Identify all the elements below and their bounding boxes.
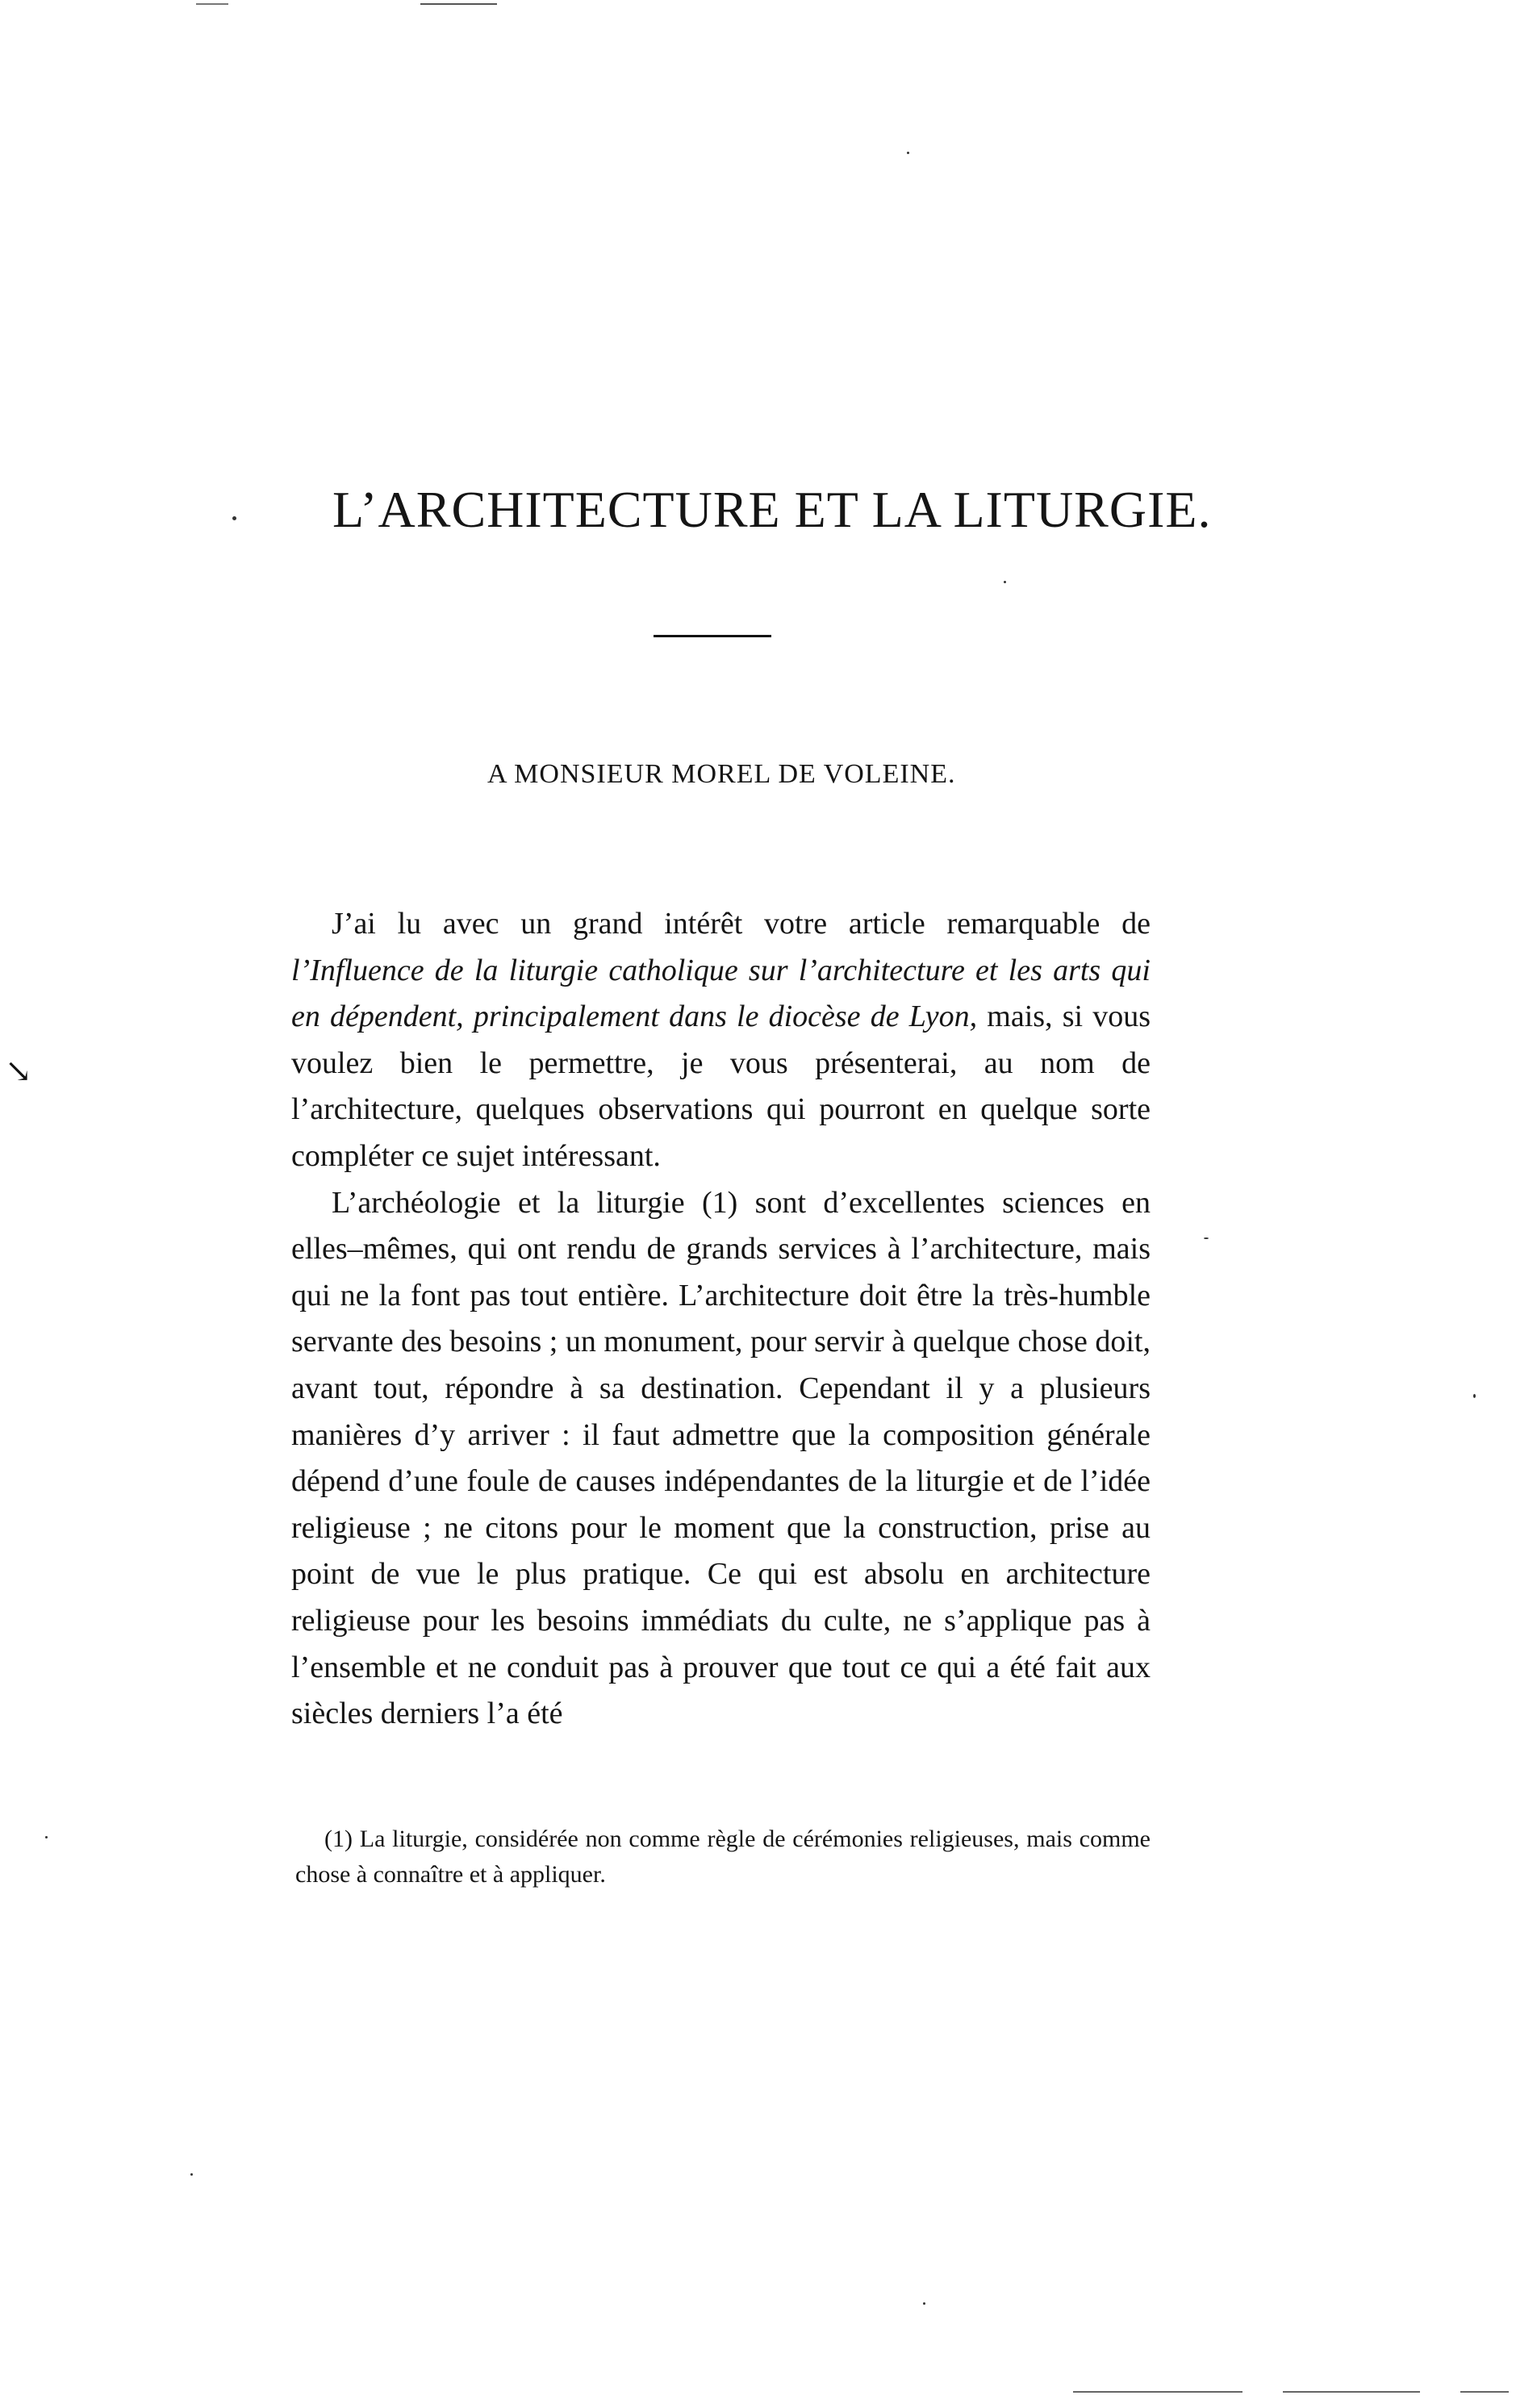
scan-speck — [923, 2302, 925, 2305]
title-separator — [654, 635, 771, 637]
scan-artifact-rule — [420, 3, 497, 5]
scan-speck — [1004, 581, 1006, 583]
text-segment: J’ai lu avec un grand intérêt votre article remarquable de — [332, 907, 1151, 941]
scan-speck — [1204, 1237, 1209, 1239]
text-segment: mais, si vous voulez bien le permettre, je vous présenterai, au nom de l’architecture, quelques observations qui pourront en quelque sorte compléter ce sujet intéressant. — [291, 1000, 1151, 1173]
text-segment: L’archéologie et la liturgie (1) sont d’excellentes sciences en elles–mêmes, qui ont rendu de grands services à l’architecture, mais qui ne la font pas tout entière. L’architecture doit être la très-humble servante des besoins ; un monument, pour servir à quelque chose doit, avant tout, répondre à sa destination. Cependant il y a plusieurs manières d’y arriver : il faut admettre que la composition générale dépend d’une foule de causes indépendantes de la liturgie et de l’idée religieuse ; ne citons pour le moment que la construction, prise au point de vue le plus pratique. Ce qui est absolu en architecture religieuse pour les besoins immédiats du culte, ne s’applique pas à l’ensemble et ne conduit pas à prouver que tout ce qui a été fait aux siècles derniers l’a été — [291, 1185, 1151, 1731]
body-paragraph — [291, 901, 1151, 1180]
scan-speck — [1473, 1394, 1476, 1398]
scan-artifact-rule — [1073, 2391, 1516, 2398]
scan-artifact-rule — [196, 3, 228, 5]
scan-speck — [232, 516, 236, 520]
scan-speck — [45, 1836, 48, 1838]
page-title: L’ARCHITECTURE ET LA LITURGIE. — [332, 481, 1212, 538]
scan-speck — [190, 2173, 193, 2176]
dedication-heading: A MONSIEUR MOREL DE VOLEINE. — [487, 759, 956, 789]
body-text — [291, 901, 1151, 1738]
body-paragraph — [291, 1180, 1151, 1738]
margin-mark-icon: ↘ — [5, 1053, 32, 1089]
italic-title-segment: l’Influence de la liturgie catholique sur l’architecture et les arts qui en dépendent, principalement dans le diocèse de Lyon, — [291, 953, 1151, 1034]
scan-speck — [907, 152, 909, 154]
footnote-text: (1) La liturgie, considérée non comme règle de cérémonies religieuses, mais comme chose à connaître et à appliquer. — [295, 1826, 1151, 1888]
footnote — [295, 1822, 1151, 1893]
